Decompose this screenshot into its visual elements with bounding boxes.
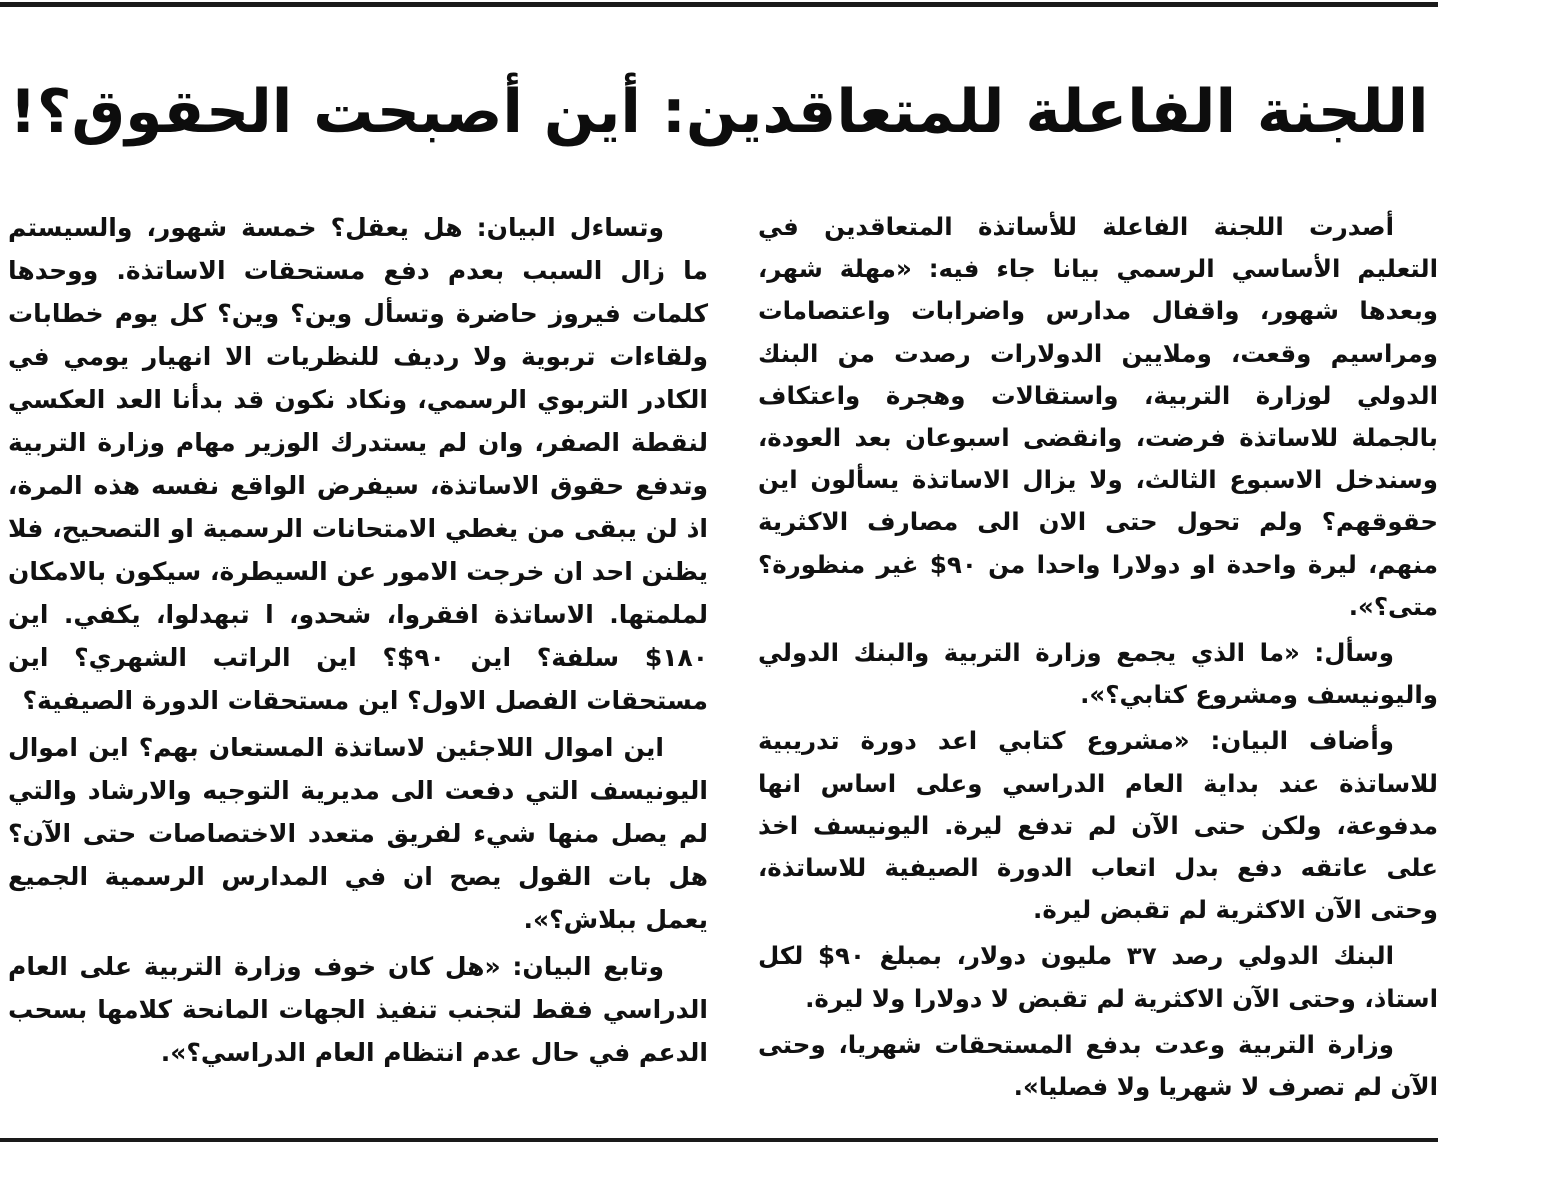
paragraph: البنك الدولي رصد ٣٧ مليون دولار، بمبلغ ٩٠$ لكل استاذ، وحتى الآن الاكثرية لم تقبض لا دولارا ولا ليرة. [758, 941, 1438, 1013]
article-headline: اللجنة الفاعلة للمتعاقدين: أين أصبحت الحقوق؟! [9, 77, 1429, 147]
paragraph: أصدرت اللجنة الفاعلة للأساتذة المتعاقدين في التعليم الأساسي الرسمي بيانا جاء فيه: «مهلة شهر، وبعدها شهور، واقفال مدارس واضرابات واعتصامات ومراسيم وقعت، وملايين الدولارات رصدت من البنك الدولي لوزارة التربية، واستقالات وهجرة واعتكاف بالجملة للاساتذة فرضت، وانقضى اسبوعان بعد العودة، وسندخل الاسبوع الثالث، ولا يزال الاساتذة يسألون اين حقوقهم؟ ولم تحول حتى الان الى مصارف الاكثرية منهم، ليرة واحدة او دولارا واحدا من ٩٠$ غير منظورة؟ متى؟». [758, 212, 1438, 621]
paragraph: وأضاف البيان: «مشروع كتابي اعد دورة تدريبية للاساتذة عند بداية العام الدراسي وعلى اساس انها مدفوعة، ولكن حتى الآن لم تدفع ليرة. اليونيسف اخذ على عاتقه دفع بدل اتعاب الدورة الصيفية للاساتذة، وحتى الآن الاكثرية لم تقبض ليرة. [758, 726, 1438, 925]
paragraph: وتابع البيان: «هل كان خوف وزارة التربية على العام الدراسي فقط لتجنب تنفيذ الجهات المانحة كلامها بسحب الدعم في حال عدم انتظام العام الدراسي؟». [8, 952, 708, 1067]
top-rule [0, 2, 1438, 7]
article-column-right [758, 206, 1438, 1112]
paragraph: وزارة التربية وعدت بدفع المستحقات شهريا، وحتى الآن لم تصرف لا شهريا ولا فصليا». [758, 1029, 1438, 1102]
paragraph: وسأل: «ما الذي يجمع وزارة التربية والبنك الدولي واليونيسف ومشروع كتابي؟». [758, 638, 1438, 710]
paragraph: اين اموال اللاجئين لاساتذة المستعان بهم؟ اين اموال اليونيسف التي دفعت الى مديرية التوجيه والارشاد والتي لم يصل منها شيء لفريق متعدد الاختصاصات حتى الآن؟ هل بات القول يصح ان في المدارس الرسمية الجميع يعمل ببلاش؟». [8, 733, 708, 934]
bottom-rule [0, 1138, 1438, 1142]
article-column-left [8, 206, 708, 1078]
paragraph: وتساءل البيان: هل يعقل؟ خمسة شهور، والسيستم ما زال السبب بعدم دفع مستحقات الاساتذة. ووحدها كلمات فيروز حاضرة وتسأل وين؟ وين؟ كل يوم خطابات ولقاءات تربوية ولا رديف للنظريات الا انهيار يومي في الكادر التربوي الرسمي، ونكاد نكون قد بدأنا العد العكسي لنقطة الصفر، وان لم يستدرك الوزير مهام وزارة التربية وتدفع حقوق الاساتذة، سيفرض الواقع نفسه هذه المرة، اذ لن يبقى من يغطي الامتحانات الرسمية او التصحيح، فلا يظنن احد ان خرجت الامور عن السيطرة، سيكون بالامكان لملمتها. الاساتذة افقروا، شحدو، ا تبهدلوا، يكفي. اين ١٨٠$ سلفة؟ اين ٩٠$؟ اين الراتب الشهري؟ اين مستحقات الفصل الاول؟ اين مستحقات الدورة الصيفية؟ [8, 213, 709, 715]
